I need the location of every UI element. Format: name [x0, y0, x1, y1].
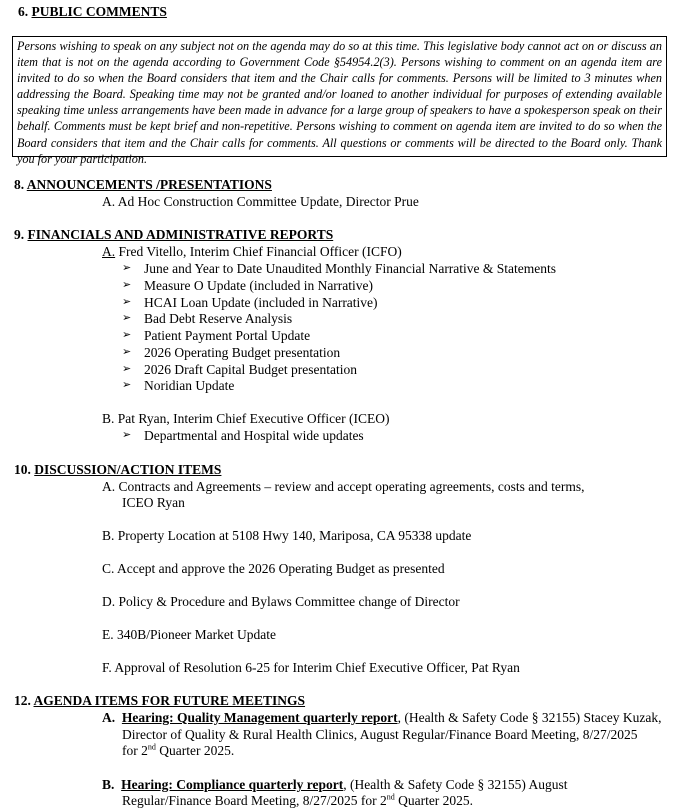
- arrow-bullet-icon: ➢: [122, 346, 132, 358]
- section-title: DISCUSSION/ACTION ITEMS: [34, 462, 222, 477]
- section-number: 8.: [14, 177, 25, 192]
- arrow-bullet-icon: ➢: [122, 429, 132, 441]
- arrow-bullet-icon: ➢: [122, 262, 132, 274]
- section-number: 6.: [18, 4, 29, 19]
- section-title: FINANCIALS AND ADMINISTRATIVE REPORTS: [27, 227, 334, 242]
- future-item-b: [102, 776, 567, 793]
- public-comments-notice-box: [12, 36, 667, 166]
- section-12-heading: [14, 692, 305, 709]
- hearing-details: , (Health & Safety Code § 32155) August: [343, 777, 568, 792]
- section-title: ANNOUNCEMENTS /PRESENTATIONS: [26, 177, 272, 192]
- section-9-heading: [14, 226, 333, 243]
- arrow-bullet-icon: ➢: [122, 296, 132, 308]
- future-item-a: [102, 709, 662, 726]
- section-10-heading: [14, 461, 221, 478]
- section-number: 12.: [14, 693, 31, 708]
- section-title: PUBLIC COMMENTS: [31, 4, 167, 19]
- future-item-b-line2: Regular/Finance Board Meeting, 8/27/2025 for 2nd Quarter 2025.: [122, 792, 474, 808]
- hearing-title: Hearing: Quality Management quarterly report: [121, 710, 398, 725]
- hearing-title: Hearing: Compliance quarterly report: [121, 777, 344, 792]
- discussion-item-d: D. Policy & Procedure and Bylaws Committee change of Director: [102, 594, 460, 609]
- section-6-heading: [18, 3, 167, 20]
- item-text: Fred Vitello, Interim Chief Financial Officer (ICFO): [115, 244, 402, 259]
- discussion-item-c: C. Accept and approve the 2026 Operating Budget as presented: [102, 561, 445, 576]
- section-title: AGENDA ITEMS FOR FUTURE MEETINGS: [33, 693, 306, 708]
- arrow-bullet-icon: ➢: [122, 312, 132, 324]
- discussion-item-b: B. Property Location at 5108 Hwy 140, Mariposa, CA 95338 update: [102, 528, 472, 543]
- section-number: 9.: [14, 227, 25, 242]
- arrow-bullet-icon: ➢: [122, 363, 132, 375]
- discussion-item-a-cont: ICEO Ryan: [122, 495, 185, 510]
- arrow-bullet-icon: ➢: [122, 279, 132, 291]
- item-letter: A.: [102, 244, 116, 259]
- section-number: 10.: [14, 462, 31, 477]
- future-item-a-line3: for 2nd Quarter 2025.: [122, 742, 235, 758]
- arrow-bullet-icon: ➢: [122, 329, 132, 341]
- public-comments-notice-text: Persons wishing to speak on any subject not on the agenda may do so at this time. This legislative body cannot act on or discuss an item that is not on the agenda according to Government Code §54954.2(3). Persons wishing to comment on an agenda item are invited to do so when the Board considers that item and the Chair calls for comments. Persons will be limited to 3 minutes when addressing the Board. Speaking time may not be granted and/or loaned to another individual for purposes of extending available speaking time unless arrangements have been made in advance for a large group of speakers to have a spokesperson speak on their behalf. Comments must be kept brief and non-repetitive. Persons wishing to comment on agenda item are invited to do so when the Board considers that item and the Chair calls for comments. All questions or comments will be directed to the Board only. Thank you for your participation.: [17, 39, 662, 166]
- discussion-item-a: A. Contracts and Agreements – review and accept operating agreements, costs and terms,: [102, 479, 585, 494]
- hearing-details: , (Health & Safety Code § 32155) Stacey Kuzak,: [397, 710, 662, 725]
- financials-item-a: [102, 243, 402, 260]
- arrow-bullet-icon: ➢: [122, 379, 132, 391]
- discussion-item-f: F. Approval of Resolution 6-25 for Interim Chief Executive Officer, Pat Ryan: [102, 660, 520, 675]
- discussion-item-e: E. 340B/Pioneer Market Update: [102, 627, 276, 642]
- section-8-heading: [14, 176, 272, 193]
- item-letter: A.: [102, 710, 116, 725]
- future-item-a-line2: Director of Quality & Rural Health Clinics, August Regular/Finance Board Meeting, 8/27/2025: [122, 727, 638, 742]
- item-letter: B.: [102, 777, 115, 792]
- announcement-item-a: A. Ad Hoc Construction Committee Update, Director Prue: [102, 194, 419, 209]
- financials-item-b: B. Pat Ryan, Interim Chief Executive Officer (ICEO): [102, 411, 390, 426]
